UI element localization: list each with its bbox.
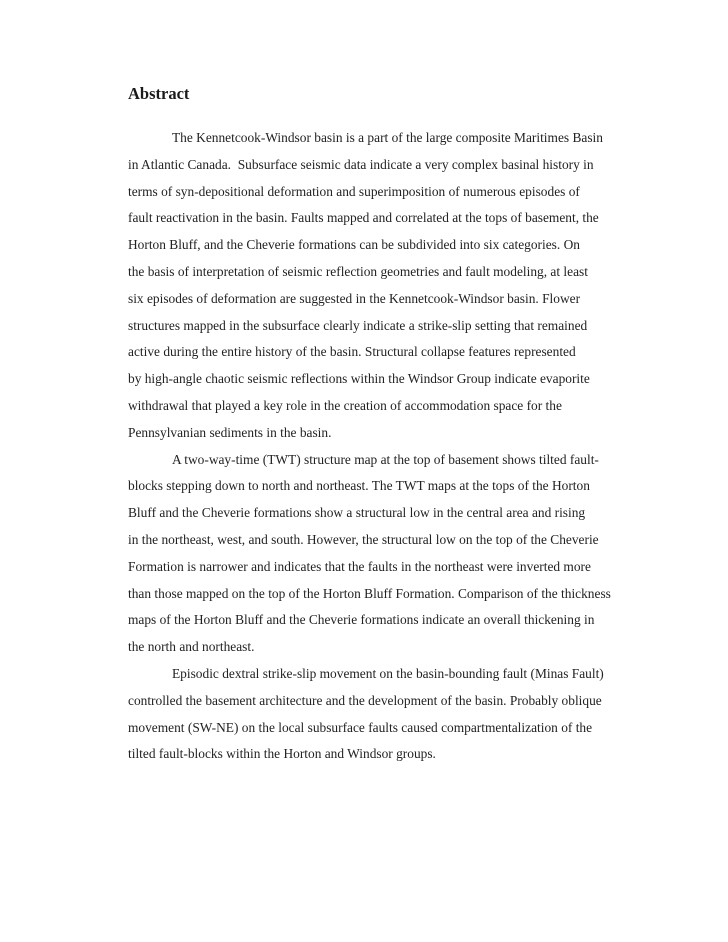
paragraph-line: by high-angle chaotic seismic reflections within the Windsor Group indicate evaporite xyxy=(128,371,590,387)
paragraph-line: Horton Bluff, and the Cheverie formations can be subdivided into six categories. On xyxy=(128,237,580,253)
paragraph-line: the basis of interpretation of seismic reflection geometries and fault modeling, at least xyxy=(128,264,588,279)
paragraph-line: Pennsylvanian sediments in the basin. xyxy=(128,424,332,440)
paragraph-line: six episodes of deformation are suggested in the Kennetcook-Windsor basin. Flower xyxy=(128,290,581,306)
paragraph-line: than those mapped on the top of the Horton Bluff Formation. Comparison of the thickness xyxy=(128,585,611,601)
paragraph-line: Formation is narrower and indicates that the faults in the northeast were inverted more xyxy=(128,558,591,574)
paragraph-line: structures mapped in the subsurface clearly indicate a strike-slip setting that remained xyxy=(128,317,588,333)
paragraph-line: in Atlantic Canada. Subsurface seismic data indicate a very complex basinal history in xyxy=(128,156,594,172)
paragraph-line: controlled the basement architecture and the development of the basin. Probably oblique xyxy=(128,692,602,708)
paragraph-line: The Kennetcook-Windsor basin is a part of the large composite Maritimes Basin xyxy=(172,130,603,145)
paragraph-line: active during the entire history of the basin. Structural collapse features represented xyxy=(128,344,576,360)
paragraph-line: Bluff and the Cheverie formations show a structural low in the central area and rising xyxy=(128,505,586,521)
paragraph-line: blocks stepping down to north and northeast. The TWT maps at the tops of the Horton xyxy=(128,478,590,494)
paragraph-line: movement (SW-NE) on the local subsurface faults caused compartmentalization of the xyxy=(128,719,593,735)
paragraph-line: in the northeast, west, and south. However, the structural low on the top of the Cheverie xyxy=(128,532,599,547)
paragraph-line: tilted fault-blocks within the Horton and Windsor groups. xyxy=(128,746,436,762)
paragraph-line: maps of the Horton Bluff and the Cheverie formations indicate an overall thickening in xyxy=(128,612,595,628)
abstract-heading: Abstract xyxy=(128,84,190,103)
paragraph-line: withdrawal that played a key role in the creation of accommodation space for the xyxy=(128,398,562,413)
paragraph-line: the north and northeast. xyxy=(128,639,255,655)
paragraph-line: terms of syn-depositional deformation and superimposition of numerous episodes of xyxy=(128,183,580,199)
paragraph-line: A two-way-time (TWT) structure map at the top of basement shows tilted fault- xyxy=(172,451,599,467)
paragraph-line: Episodic dextral strike-slip movement on the basin-bounding fault (Minas Fault) xyxy=(172,666,604,681)
paragraph-line: fault reactivation in the basin. Faults mapped and correlated at the tops of basement, the xyxy=(128,210,599,226)
